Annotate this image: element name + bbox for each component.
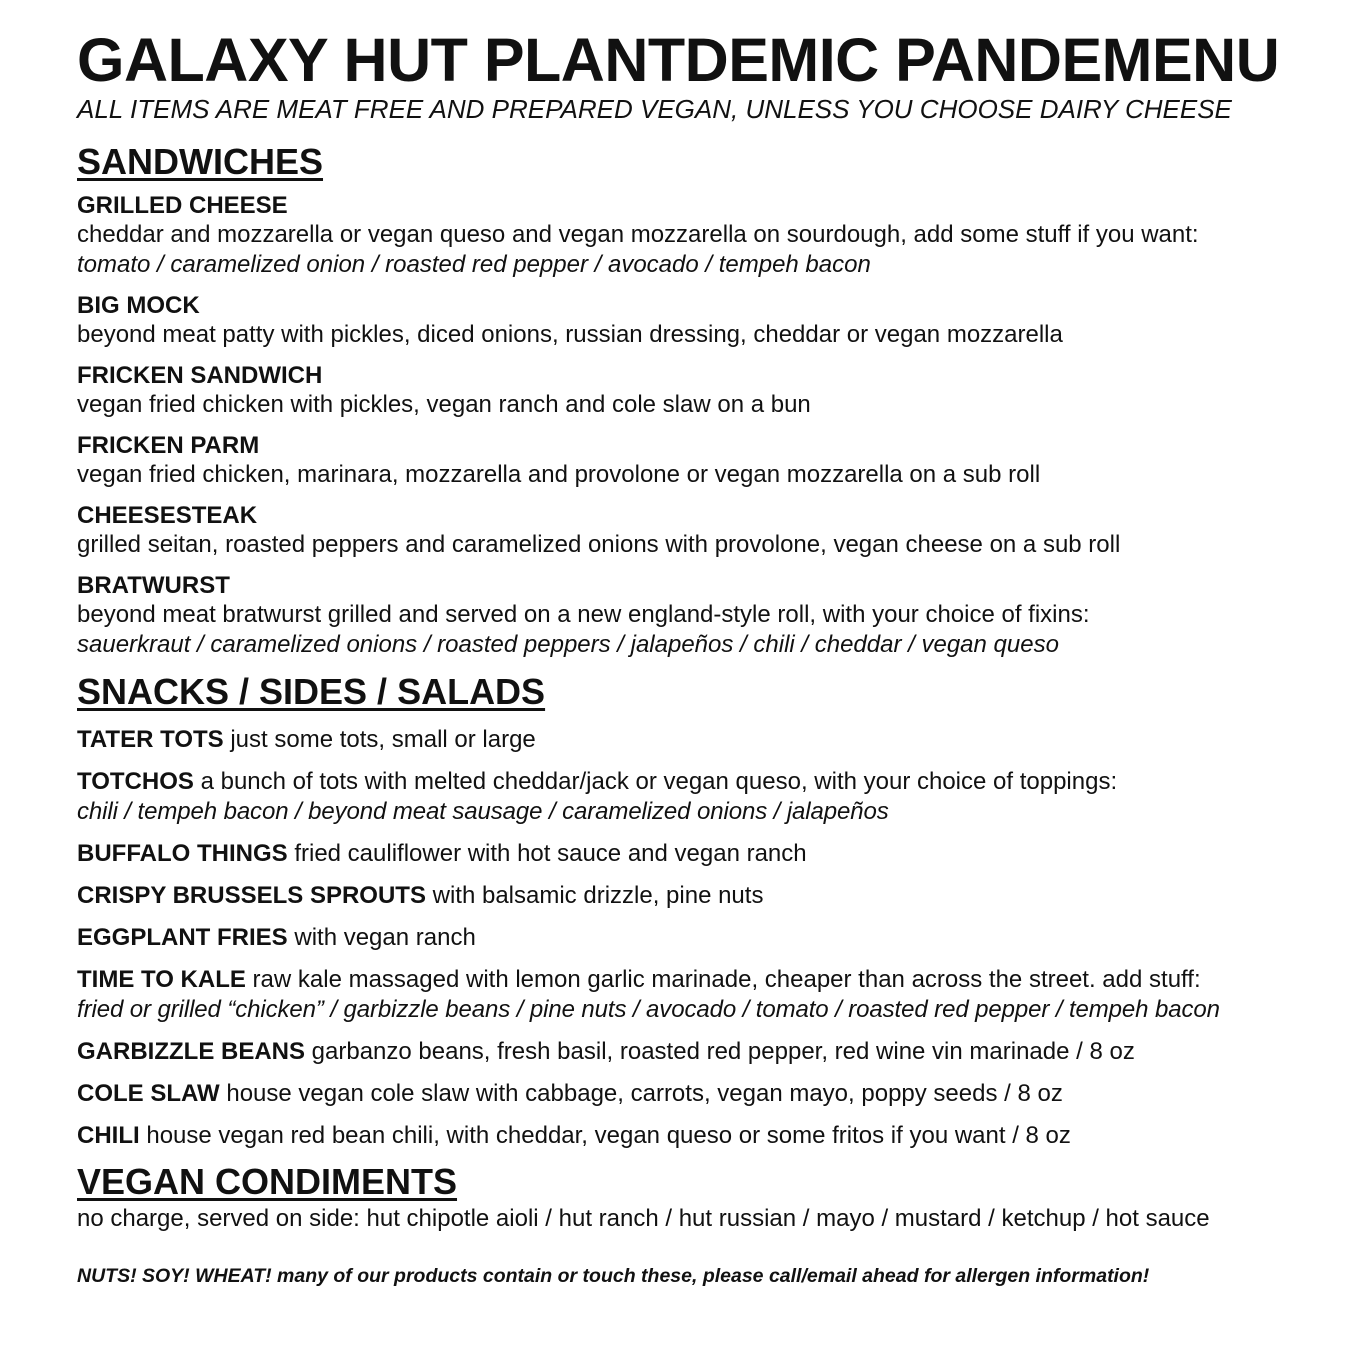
item-description: cheddar and mozzarella or vegan queso and vegan mozzarella on sourdough, add some stuff if you want: <box>77 221 1199 248</box>
section-heading-sandwiches: SANDWICHES <box>77 141 324 182</box>
item-description: with balsamic drizzle, pine nuts <box>425 882 764 909</box>
item-name: TOTCHOS <box>77 768 194 795</box>
menu-item-tater-tots <box>77 724 1342 755</box>
item-name: COLE SLAW <box>77 1080 220 1107</box>
menu-item-totchos <box>77 766 1342 827</box>
item-name: CHEESESTEAK <box>77 502 258 529</box>
item-description: house vegan red bean chili, with cheddar, vegan queso or some fritos if you want / 8 oz <box>139 1122 1071 1149</box>
menu-item-fricken-sandwich <box>77 362 1342 420</box>
menu-subtitle: ALL ITEMS ARE MEAT FREE AND PREPARED VEGAN, UNLESS YOU CHOOSE DAIRY CHEESE <box>77 94 1232 124</box>
item-description: garbanzo beans, fresh basil, roasted red pepper, red wine vin marinade / 8 oz <box>305 1038 1135 1065</box>
item-description: just some tots, small or large <box>223 726 536 753</box>
item-line <box>77 724 1342 755</box>
item-name: FRICKEN PARM <box>77 432 260 459</box>
menu-item-buffalo-things <box>77 838 1342 869</box>
item-description: vegan fried chicken with pickles, vegan ranch and cole slaw on a bun <box>77 391 811 418</box>
item-name: FRICKEN SANDWICH <box>77 362 323 389</box>
menu-item-eggplant-fries <box>77 922 1342 953</box>
item-line <box>77 1120 1342 1151</box>
menu-item-time-to-kale <box>77 964 1342 1025</box>
item-description: grilled seitan, roasted peppers and caramelized onions with provolone, vegan cheese on a sub roll <box>77 531 1121 558</box>
item-description: beyond meat patty with pickles, diced onions, russian dressing, cheddar or vegan mozzarella <box>77 321 1063 348</box>
item-description: with vegan ranch <box>287 924 476 951</box>
item-options: fried or grilled “chicken” / garbizzle beans / pine nuts / avocado / tomato / roasted red pepper / tempeh bacon <box>77 996 1220 1023</box>
item-line <box>77 766 1342 797</box>
item-name: TIME TO KALE <box>77 966 246 993</box>
condiments-list: no charge, served on side: hut chipotle aioli / hut ranch / hut russian / mayo / mustard / ketchup / hot sauce <box>77 1205 1210 1232</box>
item-name: TATER TOTS <box>77 726 224 753</box>
item-description: raw kale massaged with lemon garlic marinade, cheaper than across the street. add stuff: <box>245 966 1201 993</box>
item-name: GARBIZZLE BEANS <box>77 1038 305 1065</box>
menu-item-crispy-brussels-sprouts <box>77 880 1342 911</box>
item-description: beyond meat bratwurst grilled and served on a new england-style roll, with your choice of fixins: <box>77 601 1090 628</box>
item-line <box>77 838 1342 869</box>
item-options: tomato / caramelized onion / roasted red pepper / avocado / tempeh bacon <box>77 251 871 278</box>
item-name: BUFFALO THINGS <box>77 840 288 867</box>
section-heading-snacks: SNACKS / SIDES / SALADS <box>77 671 546 712</box>
item-line <box>77 922 1342 953</box>
item-description: fried cauliflower with hot sauce and vegan ranch <box>287 840 807 867</box>
menu-item-garbizzle-beans <box>77 1036 1342 1067</box>
item-description: vegan fried chicken, marinara, mozzarella and provolone or vegan mozzarella on a sub roll <box>77 461 1041 488</box>
item-name: BIG MOCK <box>77 292 200 319</box>
allergen-note: NUTS! SOY! WHEAT! many of our products contain or touch these, please call/email ahead for allergen information! <box>77 1265 1150 1287</box>
menu-item-cheesesteak <box>77 502 1342 560</box>
item-name: CHILI <box>77 1122 140 1149</box>
item-options: chili / tempeh bacon / beyond meat sausage / caramelized onions / jalapeños <box>77 798 889 825</box>
item-description: house vegan cole slaw with cabbage, carrots, vegan mayo, poppy seeds / 8 oz <box>219 1080 1063 1107</box>
item-name: CRISPY BRUSSELS SPROUTS <box>77 882 426 909</box>
item-name: BRATWURST <box>77 572 230 599</box>
item-name: EGGPLANT FRIES <box>77 924 288 951</box>
item-description: a bunch of tots with melted cheddar/jack or vegan queso, with your choice of toppings: <box>193 768 1118 795</box>
item-line <box>77 1078 1342 1109</box>
item-line <box>77 880 1342 911</box>
menu-item-fricken-parm <box>77 432 1342 490</box>
item-name: GRILLED CHEESE <box>77 192 288 219</box>
section-heading-condiments: VEGAN CONDIMENTS <box>77 1161 458 1202</box>
menu-item-chili <box>77 1120 1342 1151</box>
item-options: sauerkraut / caramelized onions / roasted peppers / jalapeños / chili / cheddar / vegan queso <box>77 631 1059 658</box>
menu-item-cole-slaw <box>77 1078 1342 1109</box>
item-line <box>77 964 1342 995</box>
item-line <box>77 1036 1342 1067</box>
menu-item-bratwurst <box>77 572 1342 660</box>
menu-item-big-mock <box>77 292 1342 350</box>
menu-title: GALAXY HUT PLANTDEMIC PANDEMENU <box>77 26 1280 94</box>
menu-item-grilled-cheese <box>77 192 1342 280</box>
